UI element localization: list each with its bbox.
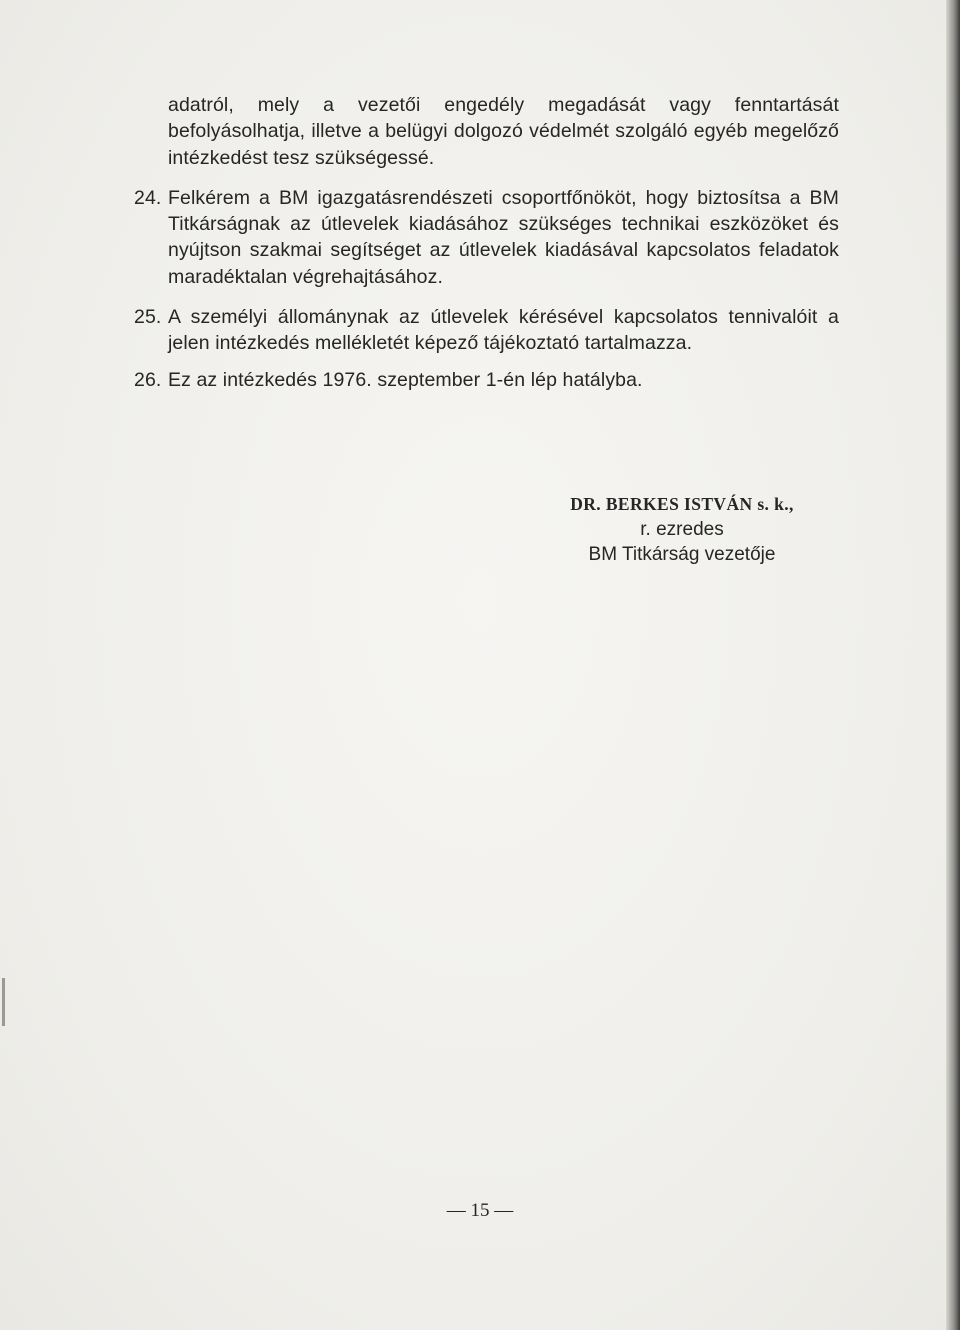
item-number: 24.: [134, 186, 162, 209]
margin-mark: [2, 978, 5, 1026]
item-25: [134, 304, 839, 357]
item-text: Ez az intézkedés 1976. szeptember 1-én lép hatályba.: [168, 368, 643, 391]
body-text: [134, 92, 839, 393]
page-number: — 15 —: [446, 1200, 514, 1221]
item-text: A személyi állománynak az útlevelek kérésével kapcsolatos tennivalóit a jelen intézkedés mellékletét képező tájékoztató tartalmazza.: [168, 306, 839, 355]
intro-paragraph: adatról, mely a vezetői engedély megadását vagy fenntartását befolyásolhatja, illetve a belügyi dolgozó védelmét szolgáló egyéb megelőző intézkedést tesz szükségessé.: [168, 94, 839, 169]
item-24: [134, 185, 839, 290]
signatory-name: DR. BERKES ISTVÁN s. k.,: [570, 494, 794, 514]
signature-block: [550, 492, 814, 567]
item-26: [134, 367, 839, 393]
item-text: Felkérem a BM igazgatásrendészeti csoportfőnököt, hogy biztosítsa a BM Titkárságnak az útlevelek kiadásához szükséges technikai eszközöket és nyújtson szakmai segítséget az útlevelek kiadásával kapcsolatos feladatok maradéktalan végrehajtásához.: [168, 186, 839, 288]
item-number: 26.: [134, 368, 162, 391]
signatory-title: BM Titkárság vezetője: [588, 544, 776, 565]
page-binding-edge: [946, 0, 960, 1330]
signatory-rank: r. ezredes: [640, 519, 724, 540]
item-number: 25.: [134, 306, 162, 329]
